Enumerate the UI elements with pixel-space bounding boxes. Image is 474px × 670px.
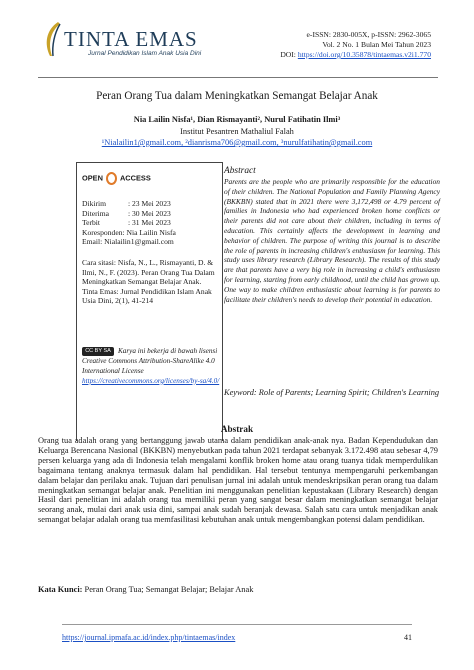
page-number: 41 (404, 633, 412, 642)
issn-text: e-ISSN: 2830-005X, p-ISSN: 2962-3065 (306, 30, 431, 39)
correspondent: Koresponden: Nia Lailin Nisfa (82, 227, 176, 237)
keywords-id (38, 585, 438, 594)
date-row (82, 199, 176, 209)
abstract-en-heading: Abstract (224, 166, 256, 176)
date-key: Diterima (82, 208, 109, 218)
open-access-badge (82, 172, 151, 185)
journal-logo-subtitle: Jurnal Pendidikan Islam Anak Usia Dini (88, 50, 202, 57)
author-emails[interactable]: ¹Nialailin1@gmail.com, ²dianrisma706@gmail.com, ³nurulfatihatin@gmail.com (101, 138, 373, 147)
date-value: : 30 Mei 2023 (128, 208, 171, 218)
keywords-id-label: Kata Kunci: (38, 585, 85, 594)
date-key: Terbit (82, 218, 101, 227)
open-access-right: ACCESS (119, 173, 151, 183)
abstract-en-text: Parents are the people who are primarily responsible for the education of their children. The National Population and Family Planning Agency (BKKBN) stated that in 2021 there were 3,172,498 or 4.79 percent of families in Indonesia who had experienced broken home conflicts or their parents did not care about their children, including in terms of education. This certainly affects the development in learning and behavior of children. The purpose of writing this journal is to describe the role of parents in increasing children's enthusiasm for learning. This study uses library research (Library Research). The results of this study are that parents have a very big role in increasing a child's enthusiasm for learning, starting from early childhood, until the child has grown up. One way to make children enthusiastic about learning is for parents to facilitate their children's needs to develop their potential in education. (224, 177, 440, 304)
footer-journal-link[interactable]: https://journal.ipmafa.ac.id/index.php/tintaemas/index (62, 633, 236, 642)
date-key: Dikirim (82, 199, 107, 208)
open-access-left: OPEN (82, 173, 103, 183)
date-value: : 23 Mei 2023 (128, 199, 171, 208)
article-title: Peran Orang Tua dalam Meningkatkan Semangat Belajar Anak (96, 90, 378, 102)
correspondent-email: Email: Nialailin1@gmail.com (82, 237, 174, 246)
keywords-id-value: Peran Orang Tua; Semangat Belajar; Belajar Anak (84, 585, 254, 594)
journal-logo-text: TINTA EMAS (64, 27, 198, 51)
open-access-lock-icon (106, 172, 117, 185)
citation-text: Cara sitasi: Nisfa, N., L., Rismayanti, D. & Ilmi, N., F. (2023). Peran Orang Tua Dalam Meningkatkan Semangat Belajar Anak. Tinta Emas: Jurnal Pendidikan Islam Anak Usia Dini, 2(1), 41-214 (82, 258, 215, 306)
article-authors: Nia Lailin Nisfa¹, Dian Rismayanti², Nurul Fatihatin Ilmi³ (133, 115, 341, 124)
keywords-en: Keyword: Role of Parents; Learning Spirit; Children's Learning (224, 388, 440, 397)
submission-dates (82, 199, 176, 247)
doi-link[interactable]: https://doi.org/10.35878/tintaemas.v2i1.770 (297, 50, 431, 59)
header-rule (38, 77, 438, 78)
license-link[interactable]: https://creativecommons.org/licenses/by-sa/4.0/ (82, 376, 220, 385)
license-text: Karya ini bekerja di bawah lisensi Creative Commons Attribution-ShareAlike 4.0 International License (82, 347, 218, 375)
article-institution: Institut Pesantren Mathaliul Falah (180, 127, 294, 136)
journal-header (0, 0, 474, 78)
date-row (82, 209, 176, 219)
license-block (82, 347, 220, 386)
cc-license-icon: CC BY SA (82, 347, 114, 356)
footer-rule (62, 624, 412, 625)
date-row (82, 218, 176, 228)
abstract-id-text: Orang tua adalah orang yang bertanggung jawab utama dalam pendidikan anak-anak nya. Badan Kependudukan dan Keluarga Berencana Nasional (BKKBN) menyebutkan pada tahun 2021 terdapat sebanyak 3.172.498 atau sebesar 4,79 persen keluarga yang ada di Indonesia telah mengalami konflik broken home atau orang tuanya tidak memperdulikan bagaimana tentang anaknya termasuk dalam hal pendidikan. Hal tersebut tentunya mempengaruhi perkembangan dalam belajar dan perilaku anak. Tujuan dari penulisan jurnal ini adalah untuk mendeskripsikan peran orang tua dalam meningkatkan semangat belajar anak. Penelitian ini menggunakan penelitian kepustakaan (Library Research) dengan Hasil dari penelitian ini adalah orang tua memiliki peran yang sangat besar dalam meningkatkan semangat belajar seorang anak, mulai dari anak usia dini, sampai anak sudah beranjak dewasa. Salah satu cara untuk menjadikan anak semangat belajar adalah orang tua memfasilitasi kebutuhan anak untuk mengembangkan potensi dalam pendidikan. (38, 436, 438, 525)
abstract-id-heading: Abstrak (220, 424, 254, 434)
volume-text: Vol. 2 No. 1 Bulan Mei Tahun 2023 (322, 40, 431, 49)
doi-line (280, 50, 431, 60)
doi-label: DOI: (280, 50, 298, 59)
date-value: : 31 Mei 2023 (128, 218, 171, 227)
journal-meta (280, 30, 431, 60)
